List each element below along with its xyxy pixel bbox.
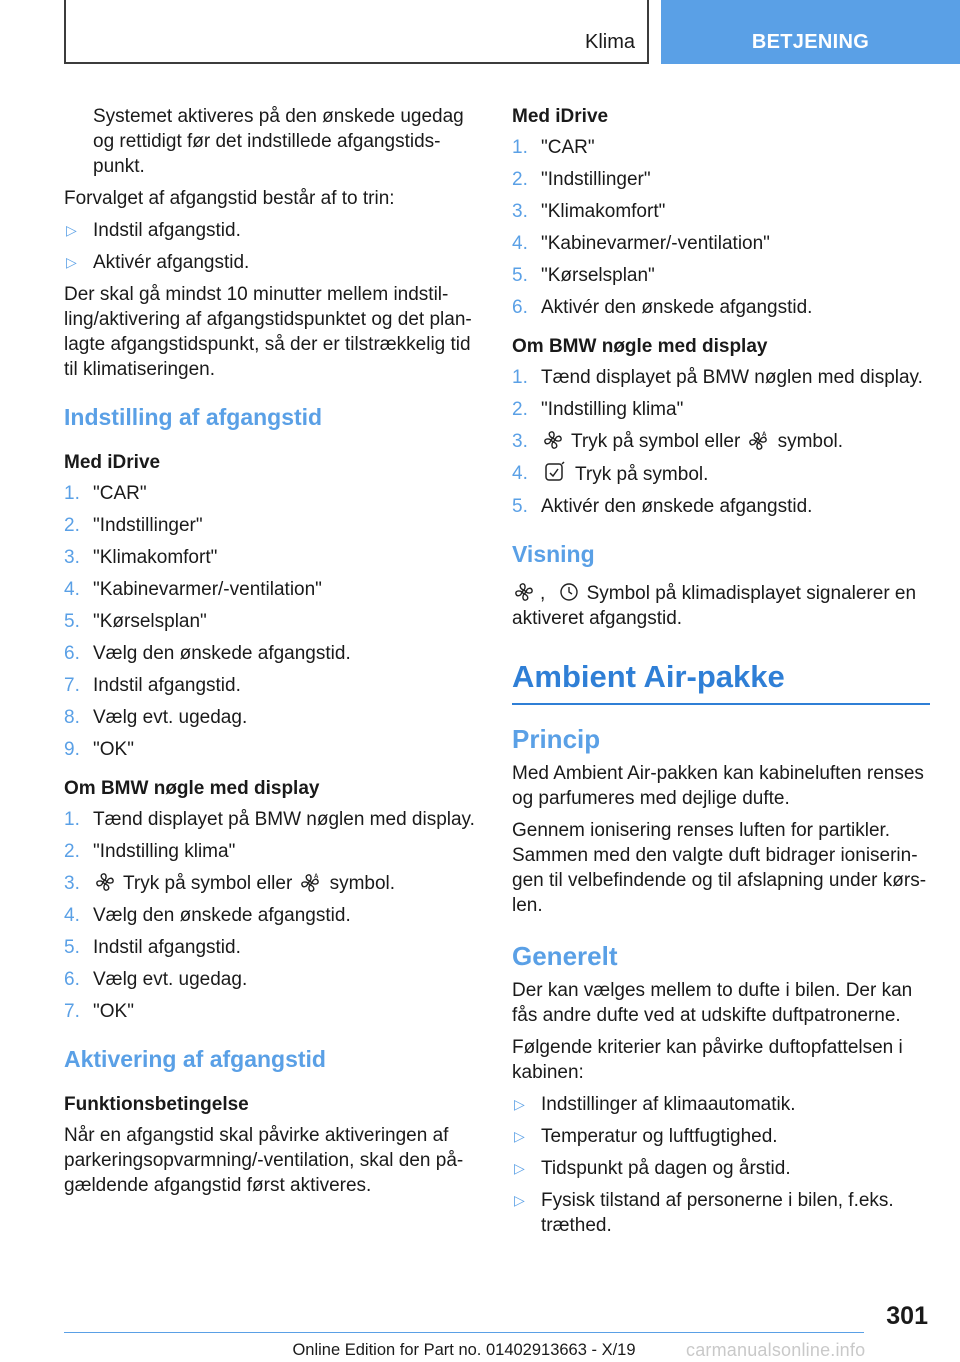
list-item: 3. "Klimakomfort" xyxy=(512,201,666,222)
key-heading: Om BMW nøgle med display xyxy=(512,336,768,357)
triangle-bullet-icon: ▷ xyxy=(514,1160,525,1176)
fan-auto-icon xyxy=(748,430,770,450)
key-steps xyxy=(512,365,930,519)
func-text: Når en afgangstid skal påvirke aktiveringen af parkeringsopvarmning/-ventilation, skal den pågældende afgangstid først aktiveres. xyxy=(64,1125,464,1196)
general-text-1: Der kan vælges mellem to dufte i bilen. Der kan fås andre dufte ved at udskifte duftpatronerne. xyxy=(512,980,913,1026)
idrive-steps xyxy=(512,135,930,320)
idrive-heading: Med iDrive xyxy=(64,452,161,473)
list-item: 8. Vælg evt. ugedag. xyxy=(64,707,248,728)
list-item: ▷ Indstil afgangstid. xyxy=(66,220,241,241)
principle-text-1: Med Ambient Air-pakken kan kabineluften renses og parfumeres med dejlige dufte. xyxy=(512,763,924,809)
heading-display: Visning xyxy=(512,541,595,567)
idrive-heading: Med iDrive xyxy=(512,106,609,127)
list-item: 5. "Kørselsplan" xyxy=(512,265,655,286)
list-item: 3. "Klimakomfort" xyxy=(64,547,218,568)
list-item: 1. Tænd displayet på BMW nøglen med display. xyxy=(512,367,923,388)
list-item: 2. "Indstillinger" xyxy=(512,169,651,190)
list-item: 6. Aktivér den ønskede afgangstid. xyxy=(512,297,813,318)
fan-auto-icon xyxy=(300,872,322,892)
list-item: ▷ Aktivér afgangstid. xyxy=(66,252,250,273)
list-item: 7. "OK" xyxy=(64,1001,134,1022)
general-text-2: Følgende kriterier kan påvirke duftopfattelsen i kabinen: xyxy=(512,1037,903,1083)
header-chapter-box xyxy=(661,0,960,64)
list-item: 1. Tænd displayet på BMW nøglen med display. xyxy=(64,809,475,830)
watermark: carmanualsonline.info xyxy=(686,1340,866,1360)
criteria-list xyxy=(512,1092,930,1238)
triangle-bullet-icon: ▷ xyxy=(66,222,77,238)
footer-edition: Online Edition for Part no. 01402913663 - X/19 xyxy=(292,1341,636,1359)
list-item: ▷ Tidspunkt på dagen og årstid. xyxy=(514,1158,791,1179)
list-item: 7. Indstil afgangstid. xyxy=(64,675,241,696)
page-number: 301 xyxy=(886,1302,928,1330)
preset-line: Forvalget af afgangstid består af to trin: xyxy=(64,188,395,209)
heading-principle: Princip xyxy=(512,724,601,754)
list-item: 3. Tryk på symbol eller A symbol. xyxy=(64,873,396,894)
func-heading: Funktionsbetingelse xyxy=(64,1094,249,1115)
list-item: 4. "Kabinevarmer/-ventilation" xyxy=(512,233,770,254)
header-section: Klima xyxy=(584,31,635,53)
list-item: 2. "Indstillinger" xyxy=(64,515,203,536)
display-text: , Symbol på klimadisplayet signalerer en aktiveret afgangstid. xyxy=(512,583,917,629)
triangle-bullet-icon: ▷ xyxy=(514,1192,525,1208)
intro-text: Systemet aktiveres på den ønskede ugedag og rettidigt før det indstillede afgangstidspunkt. xyxy=(93,106,464,177)
list-item: ▷ Temperatur og luftfugtighed. xyxy=(514,1126,778,1147)
info-text: Der skal gå mindst 10 minutter mellem indstilling/aktivering af afgangstidspunktet og det planlagte afgangstidspunkt, så der er tilstrækkelig tid til klimatiseringen. xyxy=(64,284,472,380)
list-item: 6. Vælg evt. ugedag. xyxy=(64,969,248,990)
list-item: 5. Indstil afgangstid. xyxy=(64,937,241,958)
key-heading: Om BMW nøgle med display xyxy=(64,778,320,799)
svg-text:A: A xyxy=(761,432,766,438)
heading-setting: Indstilling af afgangstid xyxy=(64,404,323,430)
principle-text-2: Gennem ionisering renses luften for partikler. Sammen med den valgte duft bidrager ioniseringen til velbefindende og til afslapning under kørslen. xyxy=(512,820,927,916)
list-item: 6. Vælg den ønskede afgangstid. xyxy=(64,643,351,664)
right-column xyxy=(512,104,930,1245)
key-steps xyxy=(64,807,482,1024)
list-item: 4. Vælg den ønskede afgangstid. xyxy=(64,905,351,926)
header-left-box xyxy=(64,0,649,64)
left-column xyxy=(64,104,482,1205)
list-item: ▷ Fysisk tilstand af personerne i bilen, f.eks. træthed. xyxy=(514,1190,894,1236)
triangle-bullet-icon: ▷ xyxy=(66,254,77,270)
list-item: 4. "Kabinevarmer/-ventilation" xyxy=(64,579,322,600)
clock-icon xyxy=(559,582,579,602)
phone-check-icon xyxy=(543,461,567,483)
heading-activation: Aktivering af afgangstid xyxy=(64,1046,326,1072)
list-item: 3. Tryk på symbol eller A symbol. xyxy=(512,431,844,452)
heading-general: Generelt xyxy=(512,941,618,971)
triangle-bullet-icon: ▷ xyxy=(514,1128,525,1144)
list-item: 2. "Indstilling klima" xyxy=(64,841,236,862)
fan-icon xyxy=(514,582,534,602)
list-item: 2. "Indstilling klima" xyxy=(512,399,684,420)
footer-rule xyxy=(64,1332,864,1333)
list-item: 1. "CAR" xyxy=(64,483,147,504)
fan-icon xyxy=(543,430,563,450)
triangle-bullet-icon: ▷ xyxy=(514,1096,525,1112)
preset-steps xyxy=(64,218,482,275)
svg-text:A: A xyxy=(313,874,318,880)
idrive-steps xyxy=(64,481,482,762)
list-item: ▷ Indstillinger af klimaautomatik. xyxy=(514,1094,796,1115)
list-item: 5. Aktivér den ønskede afgangstid. xyxy=(512,496,813,517)
list-item: 5. "Kørselsplan" xyxy=(64,611,207,632)
fan-icon xyxy=(95,872,115,892)
header-chapter: BETJENING xyxy=(751,31,870,53)
list-item: 4. Tryk på symbol. xyxy=(512,463,709,485)
list-item: 1. "CAR" xyxy=(512,137,595,158)
list-item: 9. "OK" xyxy=(64,739,134,760)
chapter-title: Ambient Air-pakke xyxy=(512,657,930,705)
